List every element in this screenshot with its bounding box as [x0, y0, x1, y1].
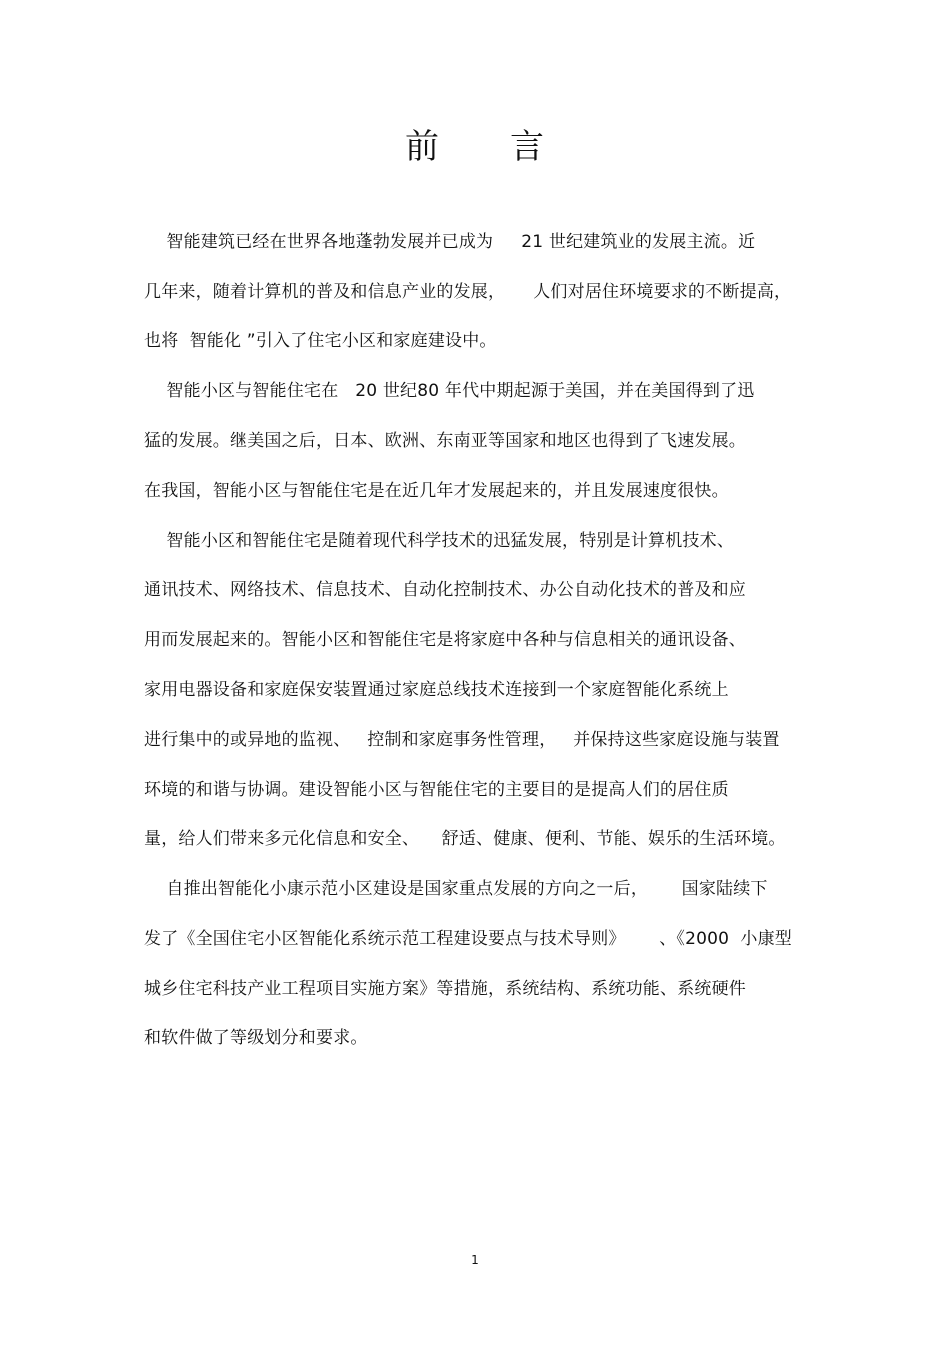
body-line-2: 几年来，随着计算机的普及和信息产业的发展， 人们对居住环境要求的不断提高， [144, 282, 792, 302]
body-line-14: 自推出智能化小康示范小区建设是国家重点发展的方向之一后， 国家陆续下 [144, 879, 768, 899]
body-line-16: 城乡住宅科技产业工程项目实施方案》等措施，系统结构、系统功能、系统硬件 [144, 979, 746, 999]
title-char-2: 言 [510, 127, 544, 167]
body-line-8: 通讯技术、网络技术、信息技术、自动化控制技术、办公自动化技术的普及和应 [144, 580, 746, 600]
body-line-10: 家用电器设备和家庭保安装置通过家庭总线技术连接到一个家庭智能化系统上 [144, 680, 729, 700]
title-char-1: 前 [405, 127, 439, 167]
body-line-11: 进行集中的或异地的监视、 控制和家庭事务性管理， 并保持这些家庭设施与装置 [144, 730, 780, 750]
page-title [0, 122, 950, 172]
body-line-15: 发了《全国住宅小区智能化系统示范工程建设要点与技术导则》 、《2000 小康型 [144, 929, 792, 949]
body-line-13: 量，给人们带来多元化信息和安全、 舒适、健康、便利、节能、娱乐的生活环境。 [144, 829, 786, 849]
body-line-3: 也将 智能化 ”引入了住宅小区和家庭建设中。 [144, 331, 497, 351]
body-line-17: 和软件做了等级划分和要求。 [144, 1028, 368, 1048]
body-line-7: 智能小区和智能住宅是随着现代科学技术的迅猛发展，特别是计算机技术、 [144, 531, 735, 551]
body-line-12: 环境的和谐与协调。建设智能小区与智能住宅的主要目的是提高人们的居住质 [144, 780, 729, 800]
body-line-1: 智能建筑已经在世界各地蓬勃发展并已成为 21 世纪建筑业的发展主流。近 [144, 232, 756, 252]
body-line-6: 在我国，智能小区与智能住宅是在近几年才发展起来的，并且发展速度很快。 [144, 481, 729, 501]
body-line-9: 用而发展起来的。智能小区和智能住宅是将家庭中各种与信息相关的通讯设备、 [144, 630, 746, 650]
body-line-5: 猛的发展。继美国之后，日本、欧洲、东南亚等国家和地区也得到了飞速发展。 [144, 431, 746, 451]
page-number: 1 [471, 1253, 479, 1267]
body-line-4: 智能小区与智能住宅在 20 世纪80 年代中期起源于美国，并在美国得到了迅 [144, 381, 755, 401]
